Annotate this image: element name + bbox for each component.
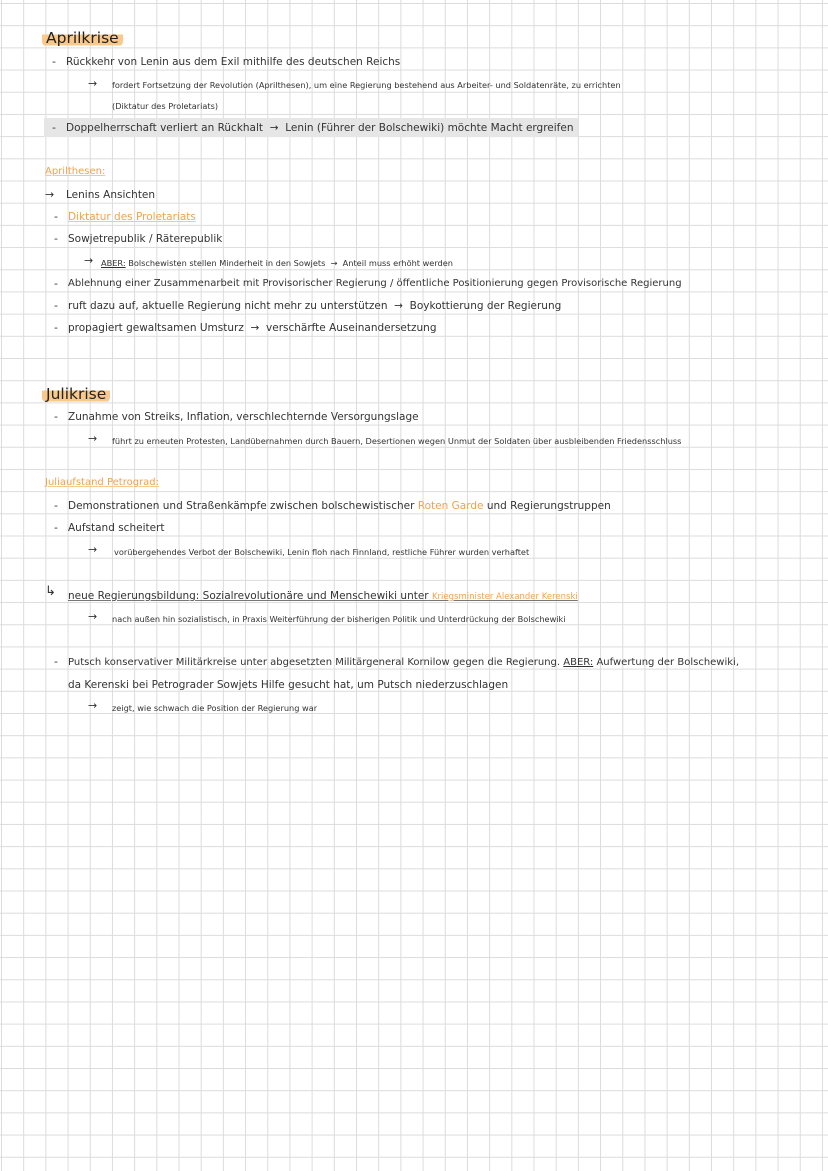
arrow-right-icon: → <box>88 699 98 712</box>
aprilkrise-line-2: fordert Fortsetzung der Revolution (Aprilthesen), um eine Regierung bestehend aus Arbeiter- und Soldatenräte, zu errichten <box>112 80 621 90</box>
juliaufstand-line-7: da Kerenski bei Petrograder Sowjets Hilfe gesucht hat, um Putsch niederzuschlagen <box>68 679 509 691</box>
bullet-dash: - <box>54 210 58 223</box>
arrow-right-icon: → <box>247 322 263 334</box>
aprilkrise-line-4 <box>66 121 574 135</box>
bullet-dash: - <box>54 321 58 334</box>
aprilthesen-line-6a: ruft dazu auf, aktuelle Regierung nicht mehr zu unterstützen <box>68 300 388 312</box>
bullet-dash: - <box>54 232 58 245</box>
bullet-dash: - <box>52 55 56 68</box>
bullet-dash: - <box>52 121 56 134</box>
bullet-dash: - <box>54 655 58 668</box>
aprilkrise-line-4a: Doppelherrschaft verliert an Rückhalt <box>66 122 264 134</box>
juliaufstand-line-1a: Demonstrationen und Straßenkämpfe zwischen bolschewistischer <box>68 500 415 512</box>
julikrise-heading: Julikrise <box>42 385 110 403</box>
arrow-right-icon: → <box>390 300 407 312</box>
aprilthesen-line-4a: Bolschewisten stellen Minderheit in den Sowjets <box>128 258 326 268</box>
aprilthesen-line-7a: propagiert gewaltsamen Umsturz <box>68 322 244 334</box>
aprilthesen-line-2: Diktatur des Proletariats <box>68 211 196 223</box>
aprilkrise-line-3: (Diktatur des Proletariats) <box>112 101 219 111</box>
arrow-right-icon: → <box>266 122 282 134</box>
juliaufstand-line-6a: Putsch konservativer Militärkreise unter abgesetzten Militärgeneral Kornilow gegen die Regierung. <box>68 657 561 668</box>
aber-label: ABER: <box>563 657 594 668</box>
juliaufstand-line-4 <box>68 589 578 604</box>
juliaufstand-line-2: Aufstand scheitert <box>68 522 165 534</box>
bullet-dash: - <box>54 410 58 423</box>
aprilkrise-heading: Aprilkrise <box>42 29 123 47</box>
aprilthesen-line-6b: Boykottierung der Regierung <box>409 300 562 312</box>
arrow-right-icon: → <box>88 432 98 445</box>
bullet-dash: - <box>54 499 58 512</box>
rote-garde-text: Roten Garde <box>417 500 484 512</box>
juliaufstand-line-1c: und Regierungstruppen <box>486 500 611 512</box>
aprilthesen-line-7b: verschärfte Auseinandersetzung <box>266 322 437 334</box>
juliaufstand-line-8: zeigt, wie schwach die Position der Regierung war <box>112 703 318 713</box>
juliaufstand-line-6 <box>68 656 739 670</box>
aprilthesen-line-5: Ablehnung einer Zusammenarbeit mit Provisorischer Regierung / öffentliche Positionierung gegen Provisorische Regierung <box>68 278 682 289</box>
aprilthesen-subheading: Aprilthesen: <box>45 166 106 177</box>
juliaufstand-line-5: nach außen hin sozialistisch, in Praxis Weiterführung der bisherigen Politik und Unterdrückung der Bolschewiki <box>112 614 566 624</box>
arrow-right-icon: → <box>88 610 98 623</box>
bullet-dash: - <box>54 277 58 290</box>
juliaufstand-line-6b: Aufwertung der Bolschewiki, <box>596 657 740 668</box>
julikrise-line-2: führt zu erneuten Protesten, Landübernahmen durch Bauern, Desertionen wegen Unmut der Soldaten über ausbleibenden Friedensschluss <box>112 436 682 446</box>
arrow-right-icon: → <box>88 543 98 556</box>
arrow-right-icon: → <box>327 258 341 268</box>
arrow-right-icon: → <box>88 77 98 90</box>
aprilkrise-line-4b: Lenin (Führer der Bolschewiki) möchte Macht ergreifen <box>285 122 574 134</box>
julikrise-line-1: Zunahme von Streiks, Inflation, verschlechternde Versorgungslage <box>68 411 419 423</box>
aprilthesen-line-6 <box>68 299 561 313</box>
aprilthesen-line-1: Lenins Ansichten <box>66 189 156 201</box>
arrow-right-icon: → <box>84 254 94 267</box>
aber-label: ABER: <box>101 258 126 268</box>
aprilthesen-line-4 <box>101 256 453 270</box>
aprilthesen-line-4b: Anteil muss erhöht werden <box>342 258 453 268</box>
aprilthesen-line-7 <box>68 321 437 335</box>
bullet-dash: - <box>54 521 58 534</box>
juliaufstand-line-1 <box>68 499 611 513</box>
aprilthesen-line-3: Sowjetrepublik / Räterepublik <box>68 233 223 245</box>
arrow-right-icon: → <box>45 188 55 201</box>
aprilkrise-line-1: Rückkehr von Lenin aus dem Exil mithilfe des deutschen Reichs <box>66 56 401 68</box>
bullet-dash: - <box>54 299 58 312</box>
curved-arrow-icon: ↳ <box>45 584 56 599</box>
juliaufstand-line-3: vorübergehendes Verbot der Bolschewiki, Lenin floh nach Finnland, restliche Führer wurden verhaftet <box>114 547 530 557</box>
juliaufstand-line-4a: neue Regierungsbildung: Sozialrevolutionäre und Menschewiki unter <box>68 590 429 602</box>
kerenski-text: Kriegsminister Alexander Kerenski <box>431 592 578 602</box>
juliaufstand-subheading: Juliaufstand Petrograd: <box>45 477 160 488</box>
